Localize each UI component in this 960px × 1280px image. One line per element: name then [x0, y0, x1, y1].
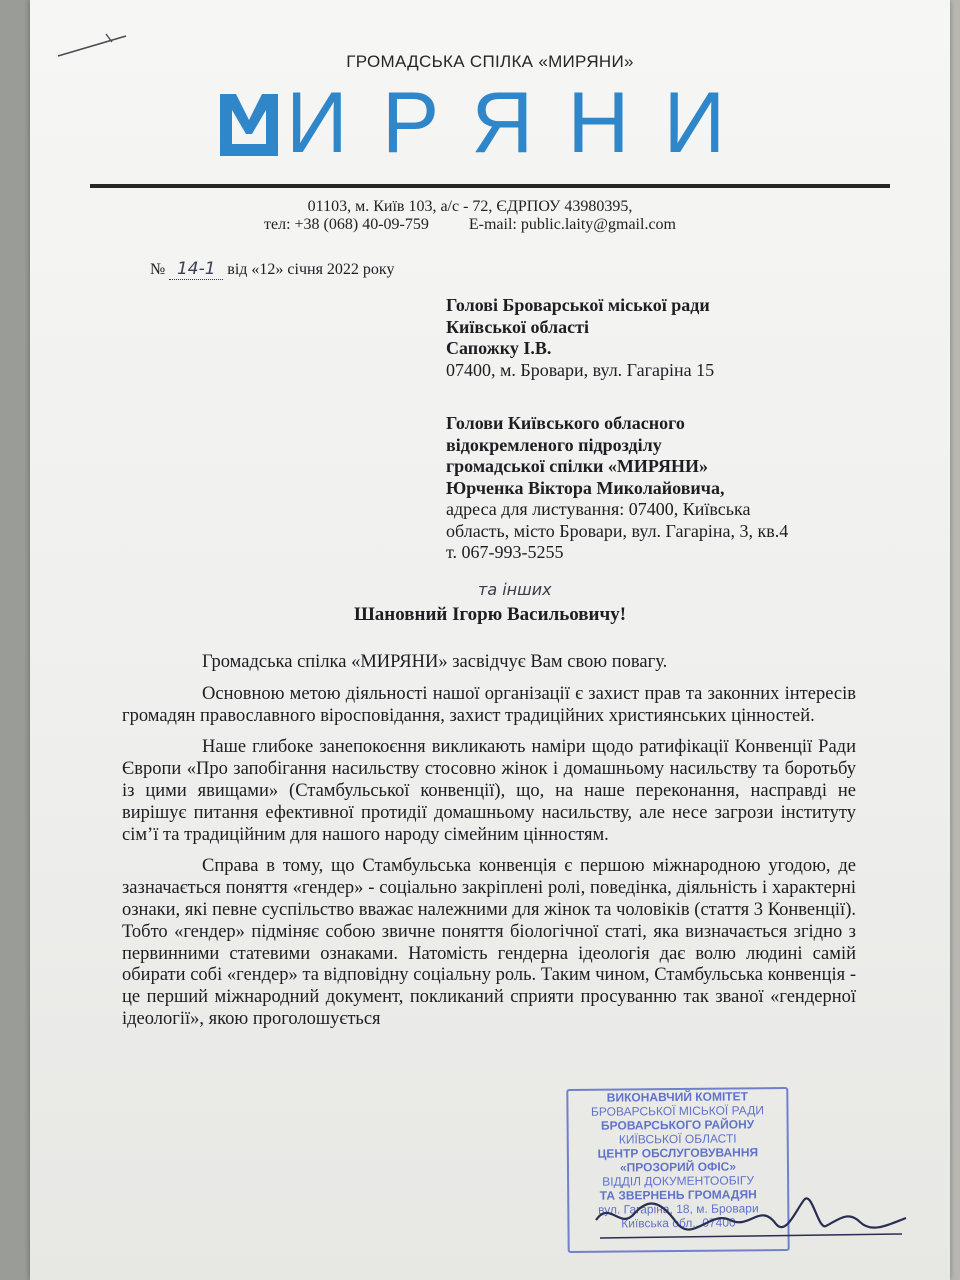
logo [216, 75, 776, 171]
sender-line-6: область, місто Бровари, вул. Гагаріна, 3, кв.4 [446, 520, 789, 541]
org-contacts [30, 216, 930, 234]
sender-line-3: громадської спілки «МИРЯНИ» [446, 456, 709, 476]
header-divider [90, 184, 890, 188]
recipient-line-3: Сапожку І.В. [446, 338, 552, 358]
recipient-block [446, 295, 714, 381]
stamp-line-7: ВІДДІЛ ДОКУМЕНТООБІГУ [602, 1173, 755, 1189]
sender-line-7: т. 067-993-5255 [446, 542, 564, 562]
handwritten-note: та інших [478, 580, 552, 599]
reference-prefix: № [150, 261, 166, 278]
recipient-line-4: 07400, м. Бровари, вул. Гагаріна 15 [446, 359, 715, 380]
stamp-line-3: БРОВАРСЬКОГО РАЙОНУ [600, 1117, 755, 1133]
org-header: ГРОМАДСЬКА СПІЛКА «МИРЯНИ» [346, 52, 634, 71]
letter-page [30, 0, 950, 1280]
stamp-line-10: Київська обл., 07400 [621, 1215, 736, 1231]
org-phone: тел: +38 (068) 40-09-759 [264, 216, 429, 233]
sender-line-1: Голови Київського обласного [446, 413, 685, 433]
paragraph-4: Справа в тому, що Стамбульська конвенція є першою міжнародною угодою, де зазначається поняття «гендер» - соціально закріплені ролі, поведінка, діяльність і характерні ознаки, які певне суспільство вважає належними для жінок та чоловіків (стаття 3 Конвенції). Тобто «гендер» підміняє собою звичне поняття біологічної статі, яка визначається згідно з первинними статевими ознаками. Натомість гендерна ідеологія дає волю людині самій обирати собі «гендер» та відповідну соціальну роль. Таким чином, Стамбульська конвенція - це перший міжнародний документ, покликаний сприяти просуванню так званої «гендерної ідеології», якою проголошується [122, 856, 856, 1029]
stamp-line-4: КИЇВСЬКОЇ ОБЛАСТІ [618, 1131, 737, 1147]
stamp-line-2: БРОВАРСЬКОЇ МІСЬКОЇ РАДИ [590, 1103, 764, 1119]
reference-date: від «12» січня 2022 року [227, 261, 395, 278]
paragraph-1: Громадська спілка «МИРЯНИ» засвідчує Вам свою повагу. [202, 652, 668, 672]
salutation: Шановний Ігорю Васильовичу! [353, 604, 627, 625]
paragraph-3: Наше глибоке занепокоєння викликають наміри щодо ратифікації Конвенції Ради Європи «Про запобігання насильству стосовно жінок і домашньому насильству та боротьбу із цими явищами» (Стамбульської конвенції), що, на наше переконання, насправді не вирішує питання ефективної протидії домашньому насильству, але несе загрози інституту сім’ї та традиційним для нашого народу сімейним цінностям. [122, 737, 856, 845]
reference-line [150, 259, 394, 280]
stamp-line-9: вул. Гагаріна, 18, м. Бровари [598, 1201, 759, 1217]
stamp-line-8: ТА ЗВЕРНЕНЬ ГРОМАДЯН [599, 1187, 757, 1203]
org-email: E-mail: public.laity@gmail.com [468, 216, 676, 233]
reference-number: 14-1 [169, 259, 223, 280]
stamp-line-6: «ПРОЗОРИЙ ОФІС» [619, 1159, 737, 1175]
sender-block [446, 413, 788, 564]
sender-line-2: відокремленого підрозділу [446, 434, 662, 455]
recipient-line-2: Київської області [446, 316, 589, 337]
sender-line-5: адреса для листування: 07400, Київська [446, 499, 751, 519]
paragraph-2: Основною метою діяльності нашої організації є захист прав та законних інтересів громадян православного віросповідання, захист традиційних християнських цінностей. [122, 683, 856, 726]
letter-body [122, 652, 856, 1041]
logo-wordmark: ИРЯНИ [286, 75, 760, 171]
handwritten-signature [590, 1180, 910, 1250]
pen-mark-icon [54, 30, 134, 60]
logo-mark-icon [216, 90, 282, 160]
org-address: 01103, м. Київ 103, а/с - 72, ЄДРПОУ 43980395, [307, 198, 633, 215]
sender-line-4: Юрченка Віктора Миколайовича, [446, 477, 725, 498]
recipient-line-1: Голові Броварської міської ради [446, 295, 710, 315]
stamp-line-1: ВИКОНАВЧИЙ КОМІТЕТ [606, 1089, 748, 1105]
stamp-line-5: ЦЕНТР ОБСЛУГОВУВАННЯ [597, 1145, 759, 1161]
